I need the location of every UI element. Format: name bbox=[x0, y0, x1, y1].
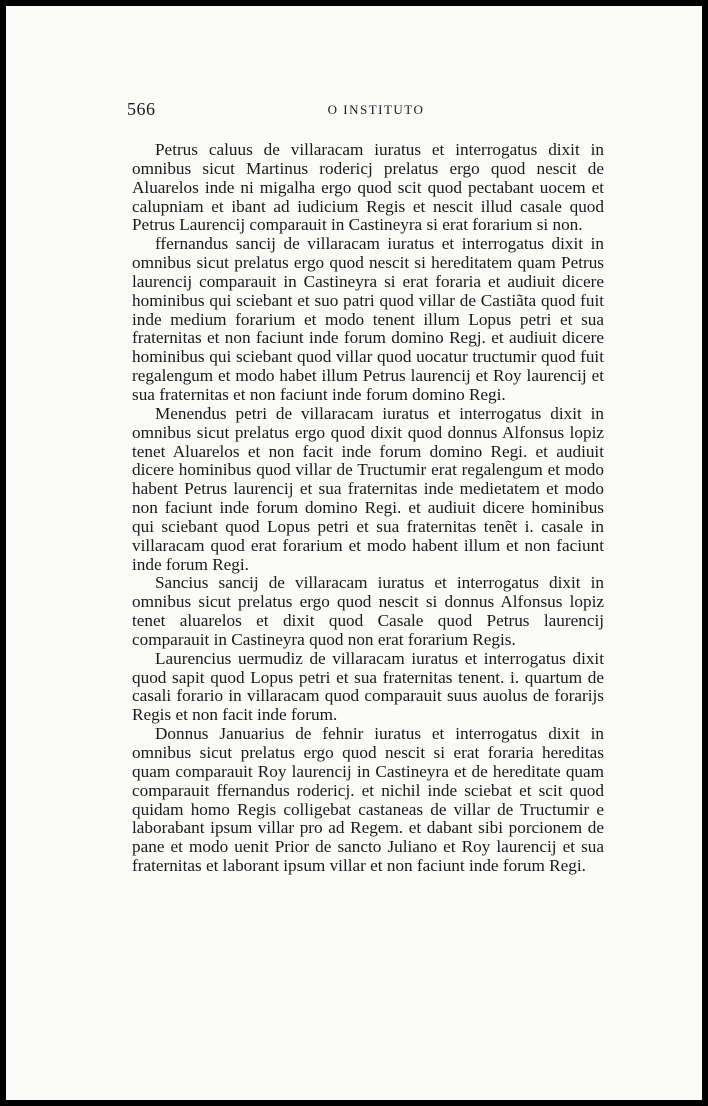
body-text bbox=[132, 141, 604, 876]
paragraph-menendus-petri: Menendus petri de villaracam iuratus et interrogatus dixit in omnibus sicut prelatus ergo quod dixit quod donnus Alfonsus lopiz tenet Aluarelos et non facit inde forum domino Regi. et audiuit dicere hominibus quod villar de Tructumir erat regalengum et modo habent Petrus laurencij et sua fraternitas inde medietatem et modo non faciunt inde forum domino Regi. et audiuit dicere hominibus qui sciebant quod Lopus petri et sua fraternitas tenẽt i. casale in villaracam quod erat forarium et modo habent illum et non faciunt inde forum Regi. bbox=[132, 403, 604, 574]
paragraph-sancius-sancij: Sancius sancij de villaracam iuratus et interrogatus dixit in omnibus sicut prelatus ergo quod nescit si donnus Alfonsus lopiz tenet aluarelos et dixit quod Casale quod Petrus laurencij comparauit in Castineyra quod non erat forarium Regis. bbox=[132, 573, 604, 649]
paragraph-ffernandus-sancij: ffernandus sancij de villaracam iuratus et interrogatus dixit in omnibus sicut prelatus ergo quod nescit si hereditatem quam Petrus laurencij comparauit in Castineyra si erat foraria et audiuit dicere hominibus qui sciebant et suo patri quod villar de Castiãta quod fuit inde medium forarium et modo tenent illum Lopus petri et sua fraternitas et non faciunt inde forum domino Regj. et audiuit dicere hominibus qui sciebant quod villar quod uocatur tructumir quod fuit regalengum et modo habet illum Petrus laurencij et Roy laurencij et sua fraternitas et non faciunt inde forum domino Regi. bbox=[132, 234, 604, 404]
paragraph-petrus-caluus: Petrus caluus de villaracam iuratus et interrogatus dixit in omnibus sicut Martinus rodericj prelatus ergo quod nescit de Aluarelos inde ni migalha ergo quod scit quod pectabant uocem et calupniam et ibant ad iudicium Regis et nescit illud casale quod Petrus Laurencij comparauit in Castineyra si erat forarium si non. bbox=[132, 140, 604, 235]
paragraph-laurencius-uermudiz: Laurencius uermudiz de villaracam iuratus et interrogatus dixit quod sapit quod Lopus petri et sua fraternitas tenent. i. quartum de casali forario in villaracam quod comparauit suus auolus de forarijs Regis et non facit inde forum. bbox=[132, 648, 604, 725]
scanned-page bbox=[6, 6, 702, 1100]
journal-title: O INSTITUTO bbox=[327, 102, 425, 117]
page-number: 566 bbox=[127, 99, 156, 119]
running-head bbox=[127, 99, 605, 121]
paragraph-donnus-januarius: Donnus Januarius de fehnir iuratus et interrogatus dixit in omnibus sicut prelatus ergo quod nescit si erat foraria hereditas quam comparauit Roy laurencij in Castineyra et de hereditate quam comparauit ffernandus rodericj. et nichil inde sciebat et scit quod quidam homo Regis colligebat castaneas de villar de Tructumir e laborabant ipsum villar pro ad Regem. et dabant sibi porcionem de pane et modo uenit Prior de sancto Juliano et Roy laurencij et sua fraternitas et laborant ipsum villar et non faciunt inde forum Regi. bbox=[132, 724, 604, 876]
